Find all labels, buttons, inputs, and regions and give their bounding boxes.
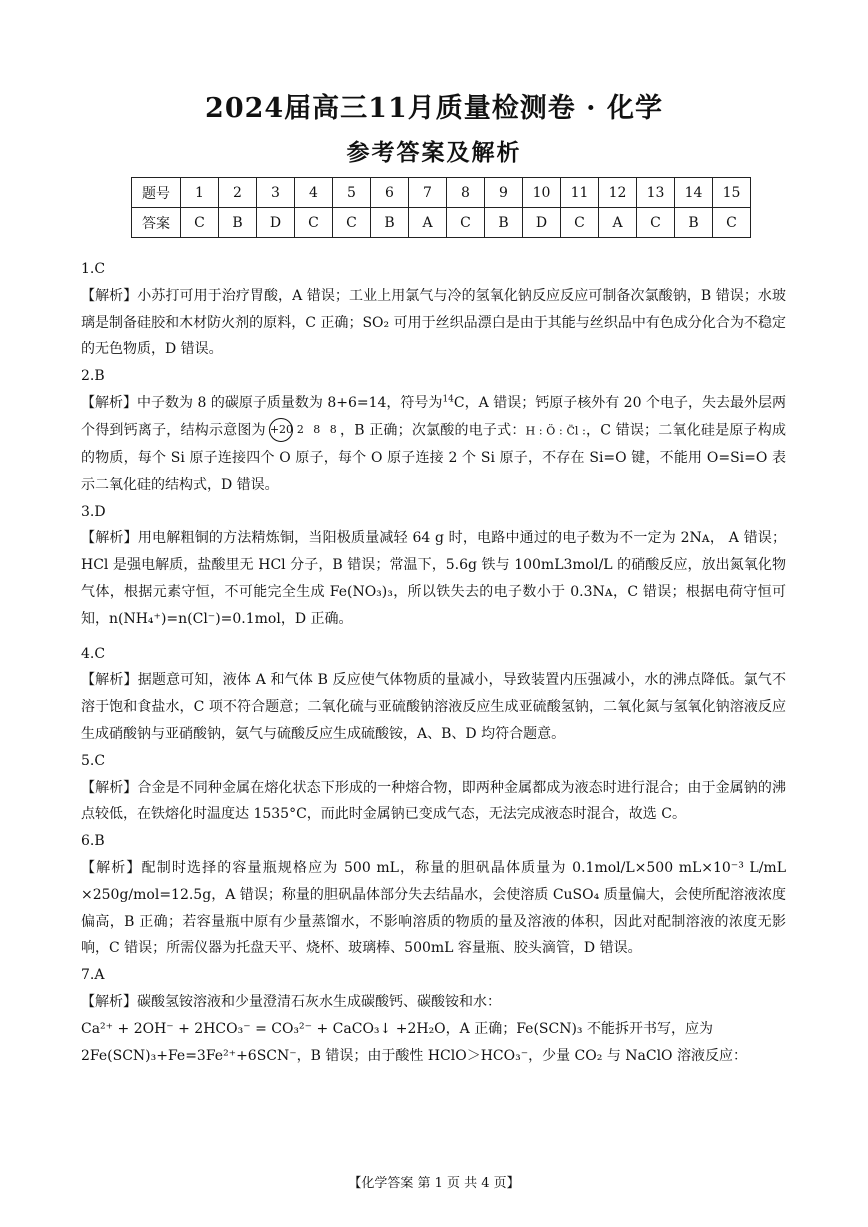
question-number: 7.A (81, 967, 105, 984)
row-label-number: 题号 (132, 178, 181, 208)
answer-cell: C (181, 208, 219, 238)
question-number-cell: 14 (675, 178, 713, 208)
question-number-cell: 5 (333, 178, 371, 208)
question-number-cell: 2 (219, 178, 257, 208)
answer-cell: A (409, 208, 447, 238)
answer-cell: B (675, 208, 713, 238)
page-footer: 【化学答案 第 1 页 共 4 页】 (348, 1176, 520, 1191)
question-number-cell: 4 (295, 178, 333, 208)
question-number-cell: 13 (637, 178, 675, 208)
mass-number: 14 (442, 394, 454, 405)
answer-cell: B (371, 208, 409, 238)
explanation: 【解析】用电解粗铜的方法精炼铜，当阳极质量减轻 64 g 时，电路中通过的电子数为不一定为 2Nᴀ， A 错误；HCl 是强电解质，盐酸里无 HCl 分子，B 错误；常温下，5.6g 铁与 100mL3mol/L 的硝酸反应，放出氮氧化物气体，根据元素守恒，不可能完全生成 Fe(NO₃)₃，所以铁失去的电子数小于 0.3Nᴀ，C 错误；根据电荷守恒可知，n(NH₄⁺)=n(Cl⁻)=0.1mol，D 正确。 (81, 530, 786, 627)
question-number-cell: 8 (447, 178, 485, 208)
question-number: 5.C (81, 752, 106, 769)
answer-table (131, 177, 751, 238)
equation-line: Ca²⁺ + 2OH⁻ + 2HCO₃⁻ = CO₃²⁻ + CaCO₃↓ +2H₂O，A 正确；Fe(SCN)₃ 不能拆开书写，应为 (81, 1020, 713, 1037)
row-label-answer: 答案 (132, 208, 181, 238)
question-number: 3.D (81, 503, 106, 520)
explanation: 【解析】小苏打可用于治疗胃酸，A 错误；工业上用氯气与冷的氢氧化钠反应反应可制备次氯酸钠，B 错误；水玻璃是制备硅胶和木材防火剂的原料，C 正确；SO₂ 可用于丝织品漂白是由于其能与丝织品中有色成分化合为不稳定的无色物质，D 错误。 (81, 287, 786, 358)
answer-cell: B (219, 208, 257, 238)
electron-shells: 2 8 8 (296, 422, 340, 436)
page-title: 2024届高三11月质量检测卷 · 化学 (205, 93, 663, 124)
answer-cell: C (637, 208, 675, 238)
nucleus-circle: +20 (269, 418, 293, 442)
answer-table-number-row (132, 178, 751, 208)
answer-cell: D (523, 208, 561, 238)
explanation: 【解析】碳酸氢铵溶液和少量澄清石灰水生成碳酸钙、碳酸铵和水： (81, 993, 501, 1010)
question-number: 2.B (81, 368, 105, 385)
answer-cell: C (333, 208, 371, 238)
answer-cell: B (485, 208, 523, 238)
question-number: 4.C (81, 645, 106, 662)
explanation-text: ，B 正确；次氯酸的电子式： (339, 422, 526, 439)
answer-cell: C (295, 208, 333, 238)
question-number-cell: 1 (181, 178, 219, 208)
question-number-cell: 6 (371, 178, 409, 208)
question-number-cell: 7 (409, 178, 447, 208)
answer-cell: D (257, 208, 295, 238)
question-number: 6.B (81, 833, 105, 850)
electron-formula: H : Ö : C̈l : (525, 424, 586, 438)
question-number-cell: 10 (523, 178, 561, 208)
solutions-body (81, 256, 786, 1069)
explanation-text: ，C 错误；二氧化硅是原子构成的物质，每个 Si 原子连接四个 O 原子，每个 O 原子连接 2 个 Si 原子，不存在 Si=O 键，不能用 O=Si=O 表示二氧化硅的结构式，D 错误。 (81, 422, 786, 493)
answer-cell: C (561, 208, 599, 238)
explanation: 【解析】合金是不同种金属在熔化状态下形成的一种熔合物，即两种金属都成为液态时进行混合；由于金属钠的沸点较低，在铁熔化时温度达 1535°C，而此时金属钠已变成气态，无法完成液态时混合，故选 C。 (81, 779, 786, 823)
question-number-cell: 9 (485, 178, 523, 208)
question-number-cell: 15 (713, 178, 751, 208)
question-number: 1.C (81, 261, 106, 277)
explanation (81, 390, 786, 499)
answer-table-answer-row (132, 208, 751, 238)
question-number-cell: 11 (561, 178, 599, 208)
answer-cell: A (599, 208, 637, 238)
page-subtitle: 参考答案及解析 (346, 139, 522, 166)
explanation-text: 【解析】中子数为 8 的碳原子质量数为 8+6=14，符号为 (81, 394, 443, 411)
answer-cell: C (447, 208, 485, 238)
equation-line: 2Fe(SCN)₃+Fe=3Fe²⁺+6SCN⁻，B 错误；由于酸性 HClO＞HCO₃⁻，少量 CO₂ 与 NaClO 溶液反应： (81, 1047, 747, 1064)
question-number-cell: 12 (599, 178, 637, 208)
explanation: 【解析】据题意可知，液体 A 和气体 B 反应使气体物质的量减小，导致装置内压强减小，水的沸点降低。氯气不溶于饱和食盐水，C 项不符合题意；二氧化硫与亚硫酸钠溶液反应生成亚硫酸氢钠，二氧化氮与氢氧化钠溶液反应生成硝酸钠与亚硝酸钠，氨气与硫酸反应生成硫酸铵，A、B、D 均符合题意。 (81, 672, 786, 742)
explanation-text: C，A 错误；钙原子核外有 20 个电子，失去最外层两个得到钙离子，结构示意图为 (81, 394, 786, 439)
answer-cell: C (713, 208, 751, 238)
question-number-cell: 3 (257, 178, 295, 208)
explanation: 【解析】配制时选择的容量瓶规格应为 500 mL，称量的胆矾晶体质量为 0.1mol/L×500 mL×10⁻³ L/mL ×250g/mol=12.5g，A 错误；称量的胆矾晶体部分失去结晶水，会使溶质 CuSO₄ 质量偏大，会使所配溶液浓度偏高，B 正确；若容量瓶中原有少量蒸馏水，不影响溶质的物质的量及溶液的体积，因此对配制溶液的浓度无影响，C 错误；所需仪器为托盘天平、烧杯、玻璃棒、500mL 容量瓶、胶头滴管，D 错误。 (81, 859, 786, 957)
